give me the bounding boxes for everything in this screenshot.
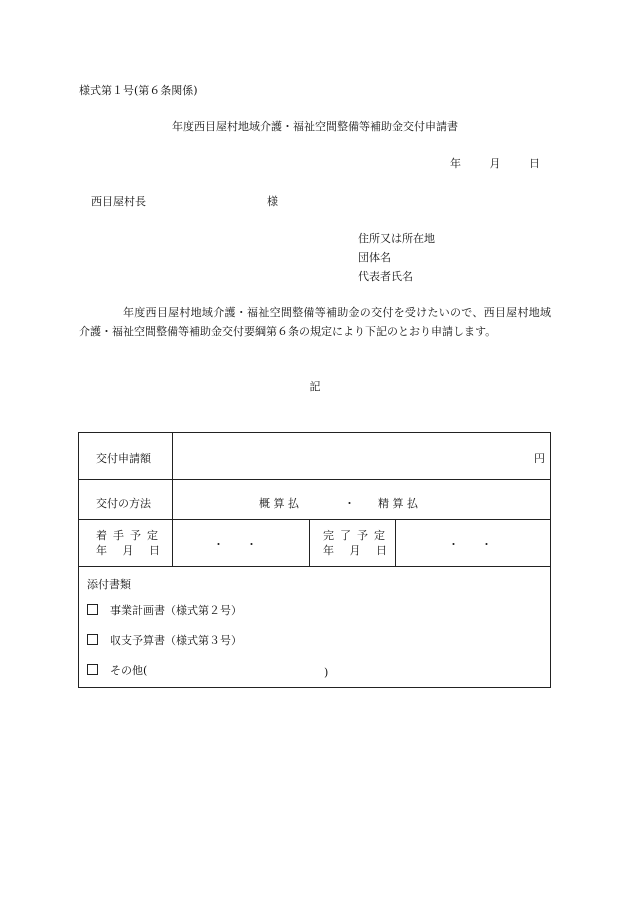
checkbox-icon[interactable] <box>87 604 98 615</box>
start-label-line-1: 着手予定 <box>96 529 164 542</box>
method-option-estimate: 概 算 払 <box>259 497 299 510</box>
attachment-label: 事業計画書（様式第２号） <box>110 604 242 617</box>
start-label-line-2: 年 月 日 <box>96 544 166 557</box>
organization-label: 団体名 <box>358 251 391 264</box>
applicant-block <box>358 229 435 286</box>
method-separator: ・ <box>344 497 355 510</box>
amount-label: 交付申請額 <box>96 452 151 465</box>
table-divider <box>395 519 396 566</box>
method-label: 交付の方法 <box>96 497 151 510</box>
attachment-label: 収支予算書（様式第３号） <box>110 634 242 647</box>
representative-label: 代表者氏名 <box>358 270 413 283</box>
address-label: 住所又は所在地 <box>358 232 435 245</box>
table-divider <box>309 519 310 566</box>
end-date-value: ・ ・ <box>448 538 492 551</box>
attachments-list <box>87 596 242 686</box>
addressee-suffix: 様 <box>267 195 278 208</box>
application-table <box>78 432 551 688</box>
end-label-line-1: 完了予定 <box>323 529 391 542</box>
end-label-line-2: 年 月 日 <box>323 544 393 557</box>
table-divider <box>172 433 173 566</box>
form-number: 様式第１号(第６条関係) <box>79 84 198 97</box>
checkbox-icon[interactable] <box>87 634 98 645</box>
addressee <box>91 193 278 209</box>
attachment-label: その他( <box>110 664 148 677</box>
checkbox-icon[interactable] <box>87 664 98 675</box>
other-close-paren: ) <box>324 666 329 679</box>
date-year: 年 <box>450 157 461 170</box>
document-title: 年度西目屋村地域介護・福祉空間整備等補助金交付申請書 <box>172 120 458 133</box>
method-option-settlement: 精 算 払 <box>378 497 418 510</box>
attachment-item-plan[interactable] <box>87 596 242 626</box>
ki-heading: 記 <box>309 380 321 393</box>
table-divider <box>79 566 550 567</box>
start-date-value: ・ ・ <box>213 538 257 551</box>
application-body: 年度西目屋村地域介護・福祉空間整備等補助金の交付を受けたいので、西目屋村地域介護・福祉空間整備等補助金交付要綱第６条の規定により下記のとおり申請します。 <box>79 306 551 338</box>
date-month: 月 <box>489 157 501 170</box>
end-date-label <box>323 528 393 558</box>
attachments-label: 添付書類 <box>87 578 131 591</box>
table-divider <box>79 479 550 480</box>
addressee-name: 西目屋村長 <box>91 195 146 208</box>
attachment-item-other[interactable] <box>87 656 242 686</box>
start-date-label <box>96 528 166 558</box>
attachment-item-budget[interactable] <box>87 626 242 656</box>
amount-unit: 円 <box>534 452 545 465</box>
date-line <box>450 155 540 171</box>
table-divider <box>79 519 550 520</box>
date-day: 日 <box>529 157 540 170</box>
